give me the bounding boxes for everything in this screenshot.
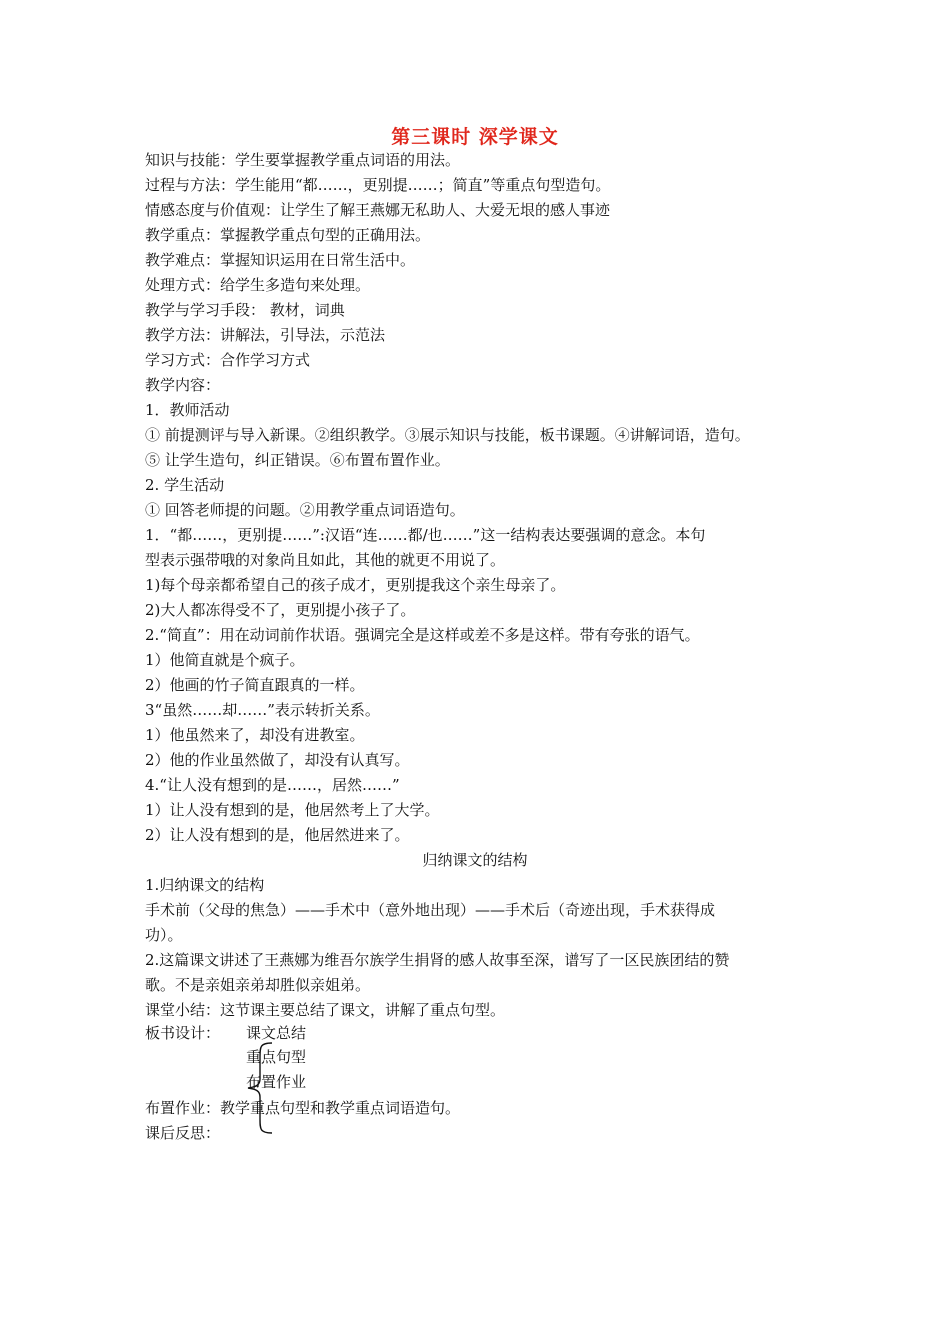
text-line: 手术前（父母的焦急）——手术中（意外地出现）——手术后（奇迹出现，手术获得成 — [145, 901, 716, 919]
text-line: 1.归纳课文的结构 — [145, 876, 265, 894]
text-line: 课堂小结：这节课主要总结了课文，讲解了重点句型。 — [145, 1001, 506, 1019]
text-line: 过程与方法：学生能用“都……，更别提……；简直”等重点句型造句。 — [145, 176, 611, 194]
text-line: 处理方式：给学生多造句来处理。 — [145, 276, 371, 294]
text-line: 学习方式：合作学习方式 — [145, 351, 311, 369]
page-title: 第三课时 深学课文 — [391, 126, 559, 148]
text-line: 1)每个母亲都希望自己的孩子成才，更别提我这个亲生母亲了。 — [145, 576, 566, 594]
text-line: 4.“让人没有想到的是……，居然……” — [145, 776, 400, 794]
text-line: 1）他虽然来了，却没有进教室。 — [145, 726, 365, 744]
text-line: 教学与学习手段： 教材，词典 — [145, 301, 345, 319]
brace-icon — [244, 1041, 274, 1135]
homework-line: 布置作业：教学重点句型和教学重点词语造句。 — [145, 1099, 461, 1117]
text-line: 教学内容： — [145, 376, 221, 394]
text-line: 教学重点：掌握教学重点句型的正确用法。 — [145, 226, 431, 244]
text-line: 1．“都……，更别提……”:汉语“连……都/也……”这一结构表达要强调的意念。本句 — [145, 526, 706, 544]
reflection-line: 课后反思： — [145, 1124, 221, 1142]
text-line: 功）。 — [145, 926, 183, 944]
text-line: ① 回答老师提的问题。②用教学重点词语造句。 — [145, 501, 465, 519]
text-line: 2）他画的竹子简直跟真的一样。 — [145, 676, 365, 694]
board-item-key-sentences: 重点句型 — [246, 1048, 307, 1066]
text-line: 1．教师活动 — [145, 401, 230, 419]
text-line: ⑤ 让学生造句，纠正错误。⑥布置布置作业。 — [145, 451, 450, 469]
board-item-homework: 布置作业 — [246, 1073, 307, 1091]
text-line: 2）他的作业虽然做了，却没有认真写。 — [145, 751, 410, 769]
text-line: 3“虽然……却……”表示转折关系。 — [145, 701, 380, 719]
text-line: 2）让人没有想到的是，他居然进来了。 — [145, 826, 410, 844]
text-line: 1）让人没有想到的是，他居然考上了大学。 — [145, 801, 440, 819]
text-line: 情感态度与价值观：让学生了解王燕娜无私助人、大爱无垠的感人事迹 — [145, 201, 611, 219]
board-item-summary: 课文总结 — [246, 1024, 307, 1042]
text-line: 1）他简直就是个疯子。 — [145, 651, 305, 669]
text-line: 知识与技能：学生要掌握教学重点词语的用法。 — [145, 151, 461, 169]
text-line: ① 前提测评与导入新课。②组织教学。③展示知识与技能，板书课题。④讲解词语，造句。 — [145, 426, 750, 444]
text-line: 2.“简直”：用在动词前作状语。强调完全是这样或差不多是这样。带有夸张的语气。 — [145, 626, 700, 644]
text-line: 型表示强带哦的对象尚且如此，其他的就更不用说了。 — [145, 551, 506, 569]
text-line: 2.这篇课文讲述了王燕娜为维吾尔族学生捐肾的感人故事至深，谱写了一区民族团结的赞 — [145, 951, 730, 969]
text-line: 2)大人都冻得受不了，更别提小孩子了。 — [145, 601, 416, 619]
text-line: 教学难点：掌握知识运用在日常生活中。 — [145, 251, 416, 269]
section-heading: 归纳课文的结构 — [422, 851, 528, 869]
text-line: 2. 学生活动 — [145, 476, 225, 494]
board-design-label: 板书设计： — [145, 1024, 221, 1042]
text-line: 教学方法：讲解法，引导法，示范法 — [145, 326, 386, 344]
text-line: 歌。不是亲姐亲弟却胜似亲姐弟。 — [145, 976, 371, 994]
